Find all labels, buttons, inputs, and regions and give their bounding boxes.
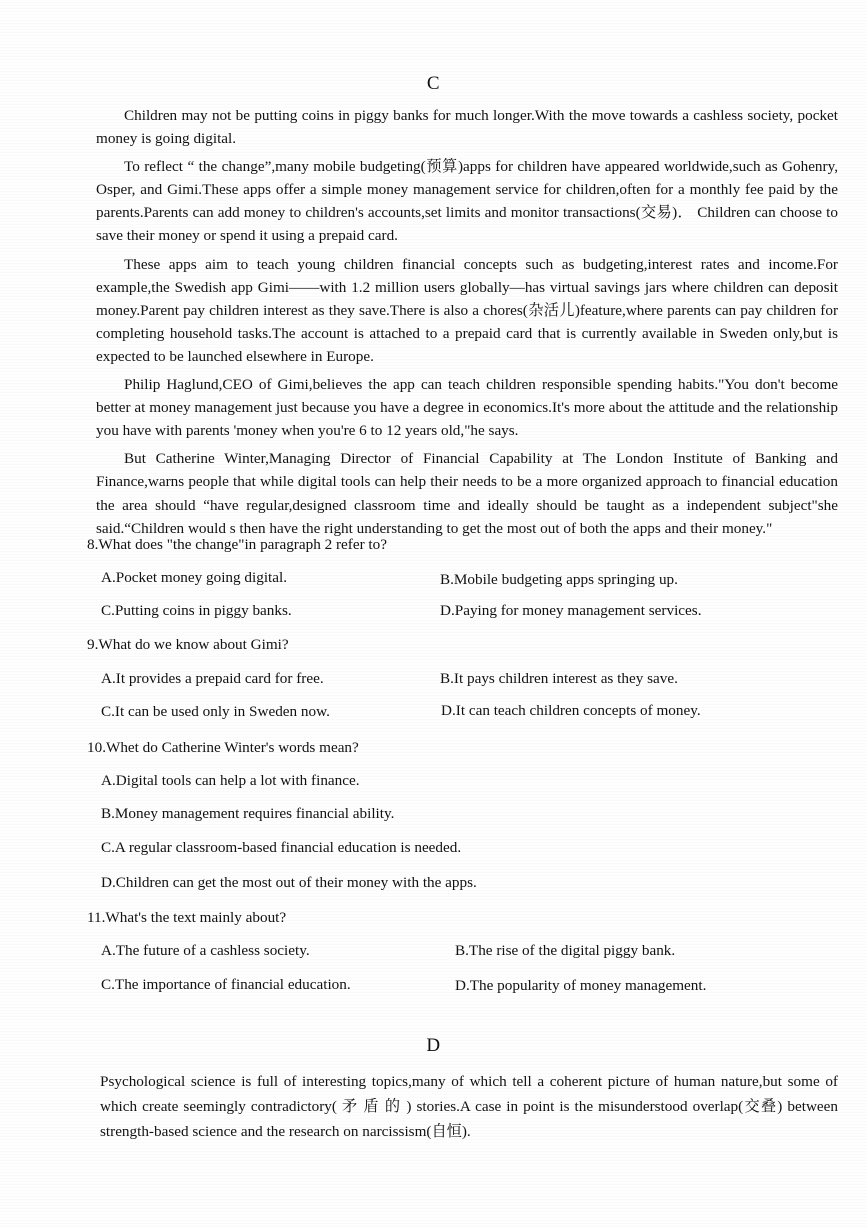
passage-c-paragraph-2: To reflect “ the change”,many mobile budgeting(预算)apps for children have appeared worldwide,such as Gohenry, Osper, and Gimi.These apps offer a simple money management service for children,often for a monthly fee paid by the parents.Parents can add money to children's accounts,set limits and monitor transactions(交易)． Children can choose to save their money or spend it using a prepaid card.: [96, 158, 838, 245]
question-8-option-b[interactable]: B.Mobile budgeting apps springing up.: [440, 571, 678, 588]
section-heading-c: C: [426, 73, 441, 94]
question-8-option-c[interactable]: C.Putting coins in piggy banks.: [101, 602, 292, 619]
question-9-option-a[interactable]: A.It provides a prepaid card for free.: [101, 670, 324, 687]
question-8-option-d[interactable]: D.Paying for money management services.: [440, 602, 702, 619]
question-10-option-b[interactable]: B.Money management requires financial ability.: [101, 805, 395, 822]
question-11-option-a[interactable]: A.The future of a cashless society.: [101, 942, 310, 959]
question-10-option-d[interactable]: D.Children can get the most out of their money with the apps.: [101, 874, 477, 891]
passage-c-body: [96, 104, 838, 540]
passage-c-paragraph-1: Children may not be putting coins in piggy banks for much longer.With the move towards a cashless society, pocket money is going digital.: [96, 107, 838, 148]
section-heading-d: D: [426, 1035, 441, 1056]
question-9-stem: 9.What do we know about Gimi?: [87, 636, 289, 653]
passage-d-paragraph-1: Psychological science is full of interesting topics,many of which tell a coherent picture of human nature,but some of which create seemingly contradictory( 矛 盾 的 ) stories.A case in point is the misunderstood overlap(交叠) between strength-based science and the research on narcissism(自恒).: [100, 1073, 838, 1140]
question-11-option-b[interactable]: B.The rise of the digital piggy bank.: [455, 942, 676, 959]
question-10-option-c[interactable]: C.A regular classroom-based financial education is needed.: [101, 839, 462, 856]
question-9-option-b[interactable]: B.It pays children interest as they save.: [440, 670, 678, 687]
question-11-option-d[interactable]: D.The popularity of money management.: [455, 977, 707, 994]
question-11-option-c[interactable]: C.The importance of financial education.: [101, 976, 351, 993]
question-10-option-a[interactable]: A.Digital tools can help a lot with finance.: [101, 772, 360, 789]
passage-c-paragraph-5: But Catherine Winter,Managing Director of Financial Capability at The London Institute of Banking and Finance,warns people that while digital tools can help their needs to be a more organized approach to financial education the area should “have regular,designed classroom time and ideally should be taught as a independent subject"she said.“Children would s then have the right understanding to get the most out of both the apps and their money.": [96, 450, 838, 537]
question-9-option-d[interactable]: D.It can teach children concepts of money.: [441, 702, 701, 719]
passage-c-paragraph-4: Philip Haglund,CEO of Gimi,believes the app can teach children responsible spending habits."You don't become better at money management just because you have a degree in economics.It's more about the attitude and the relationship you have with parents 'money when you're 6 to 12 years old,"he says.: [96, 376, 838, 440]
question-8-option-a[interactable]: A.Pocket money going digital.: [101, 569, 288, 586]
question-11-stem: 11.What's the text mainly about?: [87, 909, 287, 926]
passage-d-body: [100, 1069, 838, 1144]
passage-c-paragraph-3: These apps aim to teach young children financial concepts such as budgeting,interest rates and income.For example,the Swedish app Gimi——with 1.2 million users globally—has virtual savings jars where children can deposit money.Parent pay children interest as they save.There is also a chores(杂活儿)feature,where parents can pay children for completing household tasks.The account is attached to a prepaid card that is currently available in Sweden only,but is expected to be launched elsewhere in Europe.: [96, 255, 838, 365]
question-10-stem: 10.Whet do Catherine Winter's words mean?: [87, 739, 359, 756]
question-9-option-c[interactable]: C.It can be used only in Sweden now.: [101, 703, 330, 720]
question-8-stem: 8.What does "the change"in paragraph 2 refer to?: [87, 536, 387, 553]
